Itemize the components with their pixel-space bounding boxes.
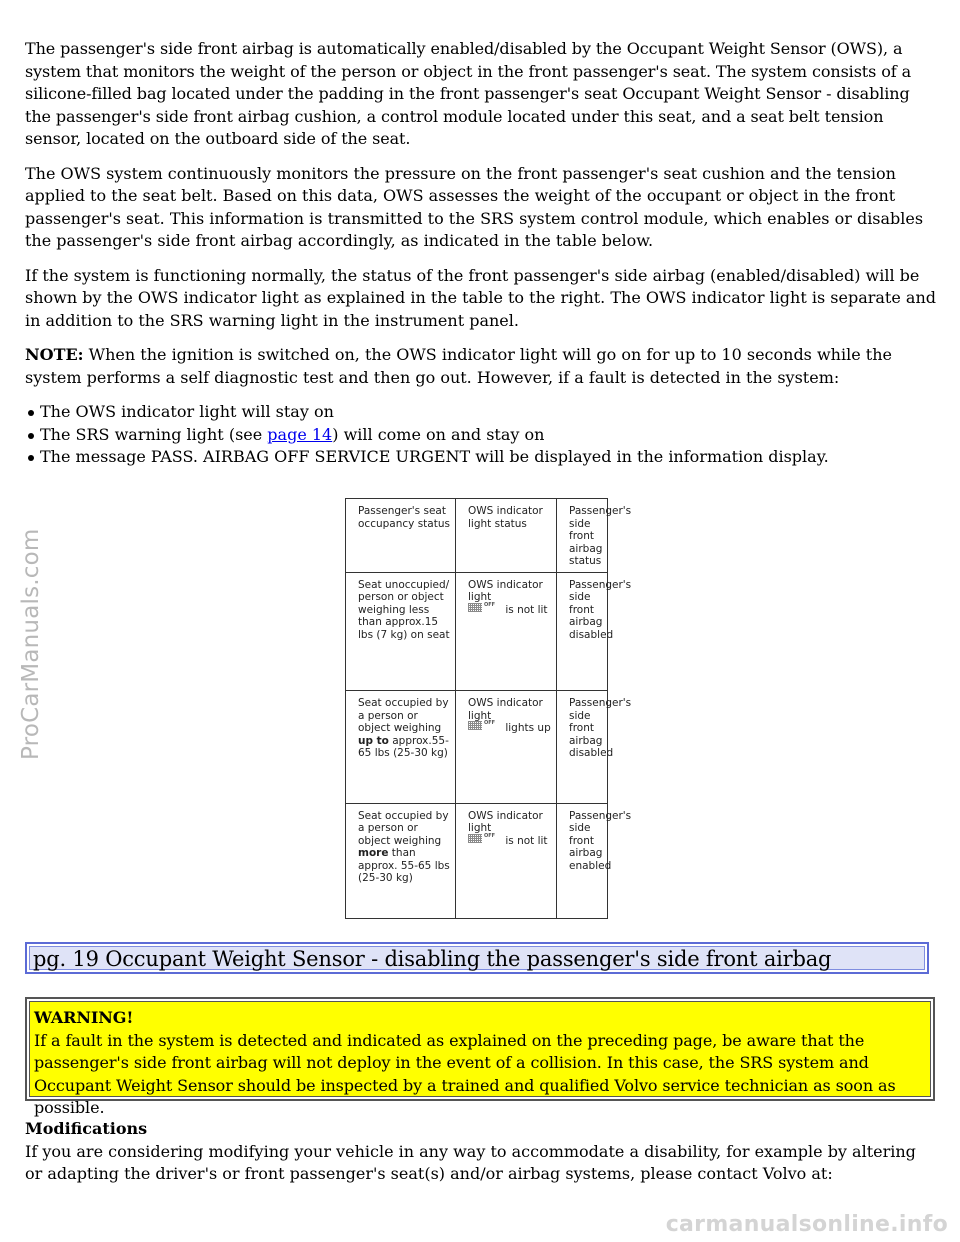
- airbag-cell: Passenger's side front airbag disabled: [557, 572, 608, 690]
- list-item: [25, 424, 937, 447]
- list-item: The message PASS. AIRBAG OFF SERVICE URGENT will be displayed in the information display.: [25, 446, 937, 469]
- section-heading: [25, 942, 929, 974]
- occupancy-cell: Seat occupied by a person or object weighing up to approx.55-65 lbs (25-30 kg): [346, 691, 456, 803]
- light-prefix: OWS indicator light: [468, 697, 543, 722]
- light-cell: [456, 691, 557, 803]
- modifications-section: [25, 1118, 937, 1186]
- footer-watermark: carmanualsonline.info: [665, 1211, 948, 1237]
- header-light: OWS indicator light status: [456, 499, 557, 573]
- airbag-off-indicator-icon: OFF: [468, 721, 502, 731]
- light-suffix: is not lit: [505, 834, 548, 847]
- table-header-row: [346, 499, 608, 573]
- light-prefix: OWS indicator light: [468, 809, 543, 835]
- modifications-text: If you are considering modifying your vehicle in any way to accommodate a disability, for example by altering or adapting the driver's or front passenger's seat(s) and/or airbag systems, please contact Volvo at:: [25, 1141, 916, 1183]
- airbag-off-indicator-icon: OFF: [468, 603, 502, 613]
- list-item: The OWS indicator light will stay on: [25, 401, 937, 424]
- light-cell: [456, 803, 557, 918]
- light-suffix: is not lit: [505, 603, 548, 616]
- paragraph-ows-intro: The passenger's side front airbag is automatically enabled/disabled by the Occupant Weight Sensor (OWS), a system that monitors the weight of the person or object in the front passenger's seat. The system consists of a silicone-filled bag located under the padding in the front passenger's seat Occupant Weight Sensor - disabling the passenger's side front airbag cushion, a control module located under this seat, and a seat belt tension sensor, located on the outboard side of the seat.: [25, 39, 912, 148]
- warning-title: WARNING!: [34, 1008, 134, 1027]
- header-occupancy: Passenger's seat occupancy status: [346, 499, 456, 573]
- list-item-text: ) will come on and stay on: [332, 424, 545, 444]
- note-label: NOTE:: [25, 345, 84, 364]
- occupancy-cell: Seat unoccupied/ person or object weighing less than approx.15 lbs (7 kg) on seat: [346, 572, 456, 690]
- light-cell: [456, 572, 557, 690]
- fault-list: [25, 401, 937, 469]
- note-text: When the ignition is switched on, the OWS indicator light will go on for up to 10 seconds while the system performs a self diagnostic test and then go out. However, if a fault is detected in the system:: [25, 345, 892, 387]
- page-14-link[interactable]: page 14: [267, 424, 333, 444]
- table-row: [346, 572, 608, 690]
- airbag-cell: Passenger's side front airbag enabled: [557, 803, 608, 918]
- table-row: [346, 691, 608, 803]
- light-prefix: OWS indicator light: [468, 578, 543, 604]
- ows-status-table: [345, 498, 632, 919]
- side-watermark: ProCarManuals.com: [18, 528, 44, 760]
- warning-box: [25, 997, 935, 1117]
- modifications-title: Modifications: [25, 1119, 148, 1138]
- airbag-off-indicator-icon: OFF: [468, 834, 502, 844]
- section-heading-text: pg. 19 Occupant Weight Sensor - disabling the passenger's side front airbag: [33, 947, 832, 971]
- light-suffix: lights up: [505, 722, 551, 735]
- warning-text: If a fault in the system is detected and indicated as explained on the preceding page, be aware that the passenger's side front airbag will not deploy in the event of a collision. In this case, the SRS system and Occupant Weight Sensor should be inspected by a trained and qualified Volvo service technician as soon as possible.: [34, 1030, 896, 1117]
- list-item-text: The SRS warning light (see: [40, 424, 268, 444]
- body-content: [25, 38, 937, 469]
- paragraph-ows-status: If the system is functioning normally, the status of the front passenger's side airbag (enabled/disabled) will be shown by the OWS indicator light as explained in the table to the right. The OWS indicator light is separate and in addition to the SRS warning light in the instrument panel.: [25, 265, 936, 330]
- paragraph-note: [25, 344, 937, 389]
- header-airbag: Passenger's side front airbag status: [557, 499, 608, 573]
- table-row: [346, 803, 608, 918]
- airbag-cell: Passenger's side front airbag disabled: [557, 691, 608, 803]
- occupancy-cell: Seat occupied by a person or object weighing more than approx. 55-65 lbs (25-30 kg): [346, 803, 456, 918]
- paragraph-ows-monitoring: The OWS system continuously monitors the pressure on the front passenger's seat cushion and the tension applied to the seat belt. Based on this data, OWS assesses the weight of the occupant or object in the front passenger's seat. This information is transmitted to the SRS system control module, which enables or disables the passenger's side front airbag accordingly, as indicated in the table below.: [25, 163, 924, 250]
